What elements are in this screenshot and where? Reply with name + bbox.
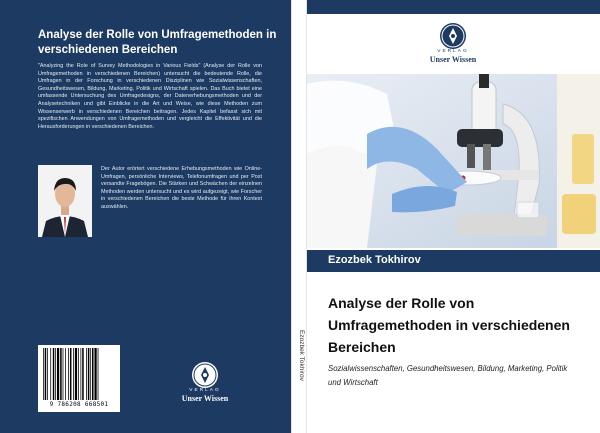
author-photo <box>38 165 92 237</box>
barcode-bars <box>42 348 116 400</box>
front-title: Analyse der Rolle von Umfragemethoden in verschiedenen Bereichen <box>328 295 570 355</box>
publisher-logo-front <box>418 23 488 67</box>
publisher-verlag-label: VERLAG <box>189 388 221 393</box>
front-subtitle: Sozialwissenschaften, Gesundheitswesen, Bildung, Marketing, Politik und Wirtschaft <box>328 364 568 387</box>
front-author: Ezozbek Tokhirov <box>328 254 421 266</box>
back-blurb: "Analyzing the Role of Survey Methodologies in Various Fields" (Analyse der Rolle von Umfragemethoden in verschiedenen Bereichen) untersucht die bedeutende Rolle, die Umfragen in der Forschung in verschiedenen Disziplinen wie Sozialwissenschaften, Gesundheitswesen, Bildung, Marketing, Politik und Wirtschaft spielen. Das Buch bietet eine umfassende Untersuchung des Umfragedesigns, der Datenerhebungsmethoden und der Analysetechniken und gibt Einblicke in die Art und Weise, wie diese Methoden zum Wissenserwerb in verschiedenen Bereichen beitragen. Jedes Kapitel befasst sich mit spezifischen Anwendungen von Umfragemethoden und vergleicht die Effektivität und die Herausforderungen in verschiedenen Bereichen. <box>38 63 262 130</box>
publisher-emblem-icon <box>192 362 218 388</box>
publisher-name: Unser Wissen <box>181 394 229 403</box>
spine-author: Ezozbek Tokhirov <box>298 330 305 381</box>
isbn-number: 9 786208 668501 <box>49 401 109 408</box>
cover-photo-microscope <box>307 74 600 248</box>
author-bio: Der Autor erörtert verschiedene Erhebungsmethoden wie Online-Umfragen, persönliche Interviews, Telefonumfragen und per Post versandte Fragebögen. Die Stärken und Schwächen der einzelnen Methoden werden untersucht und es wird aufgezeigt, wie Forscher in verschiedenen Bereichen die beste Methode für ihren Kontext auswählen. <box>101 166 262 210</box>
back-title: Analyse der Rolle von Umfragemethoden in verschiedenen Bereichen <box>38 29 277 56</box>
front-top-band <box>307 0 600 14</box>
publisher-logo-back <box>170 362 240 406</box>
publisher-emblem-icon <box>440 23 466 49</box>
publisher-verlag-label: VERLAG <box>437 49 469 54</box>
publisher-name: Unser Wissen <box>429 55 477 64</box>
barcode <box>38 345 120 412</box>
